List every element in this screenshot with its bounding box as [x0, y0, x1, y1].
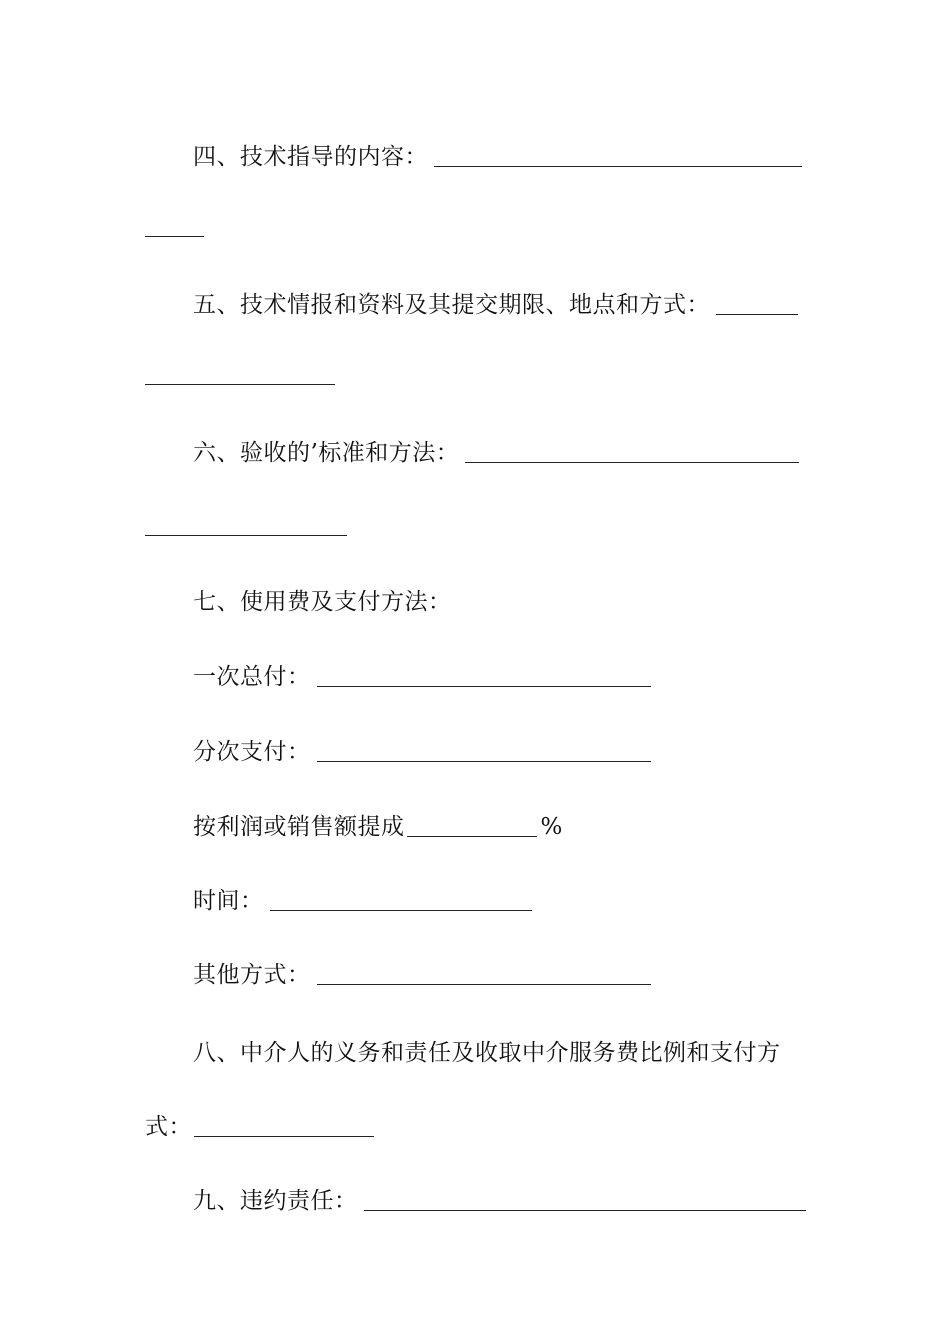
clause-four	[193, 138, 802, 172]
clause-five-blank-2[interactable]	[145, 362, 335, 385]
time-blank[interactable]	[270, 888, 532, 911]
clause-eight-blank[interactable]	[194, 1114, 374, 1137]
clause-nine	[193, 1182, 806, 1216]
other-method-label: 其他方式：	[193, 962, 311, 988]
lump-sum-row	[193, 658, 651, 692]
clause-four-label: 四、技术指导的内容：	[193, 144, 428, 170]
clause-six-blank[interactable]	[465, 440, 799, 463]
clause-five-label: 五、技术情报和资料及其提交期限、地点和方式：	[193, 292, 710, 318]
clause-seven-label: 七、使用费及支付方法：	[193, 589, 452, 615]
clause-eight-label: 八、中介人的义务和责任及收取中介服务费比例和支付方	[193, 1040, 781, 1066]
clause-eight-label-2: 式：	[145, 1114, 192, 1140]
clause-five-continuation	[145, 356, 335, 390]
clause-six-label: 六、验收的’标准和方法：	[193, 440, 460, 466]
clause-nine-label: 九、违约责任：	[193, 1188, 358, 1214]
clause-four-blank-2[interactable]	[145, 214, 204, 237]
clause-six-continuation	[145, 507, 347, 541]
installments-label: 分次支付：	[193, 739, 311, 765]
percent-sign: %	[540, 814, 563, 840]
clause-five	[193, 286, 798, 320]
percentage-blank[interactable]	[407, 814, 537, 837]
lump-sum-label: 一次总付：	[193, 664, 311, 690]
other-method-blank[interactable]	[317, 962, 651, 985]
clause-four-continuation	[145, 208, 204, 242]
percentage-row	[193, 808, 562, 842]
clause-eight-continuation	[145, 1108, 374, 1142]
clause-six	[193, 434, 799, 468]
time-row	[193, 882, 532, 916]
time-label: 时间：	[193, 888, 264, 914]
clause-seven	[193, 583, 452, 617]
clause-five-blank[interactable]	[716, 292, 798, 315]
clause-four-blank[interactable]	[434, 144, 802, 167]
clause-nine-blank[interactable]	[364, 1188, 806, 1211]
clause-six-blank-2[interactable]	[145, 513, 347, 536]
lump-sum-blank[interactable]	[317, 664, 651, 687]
other-method-row	[193, 956, 651, 990]
installments-blank[interactable]	[317, 739, 651, 762]
installments-row	[193, 733, 651, 767]
percentage-label: 按利润或销售额提成	[193, 814, 405, 840]
clause-eight	[193, 1034, 781, 1068]
